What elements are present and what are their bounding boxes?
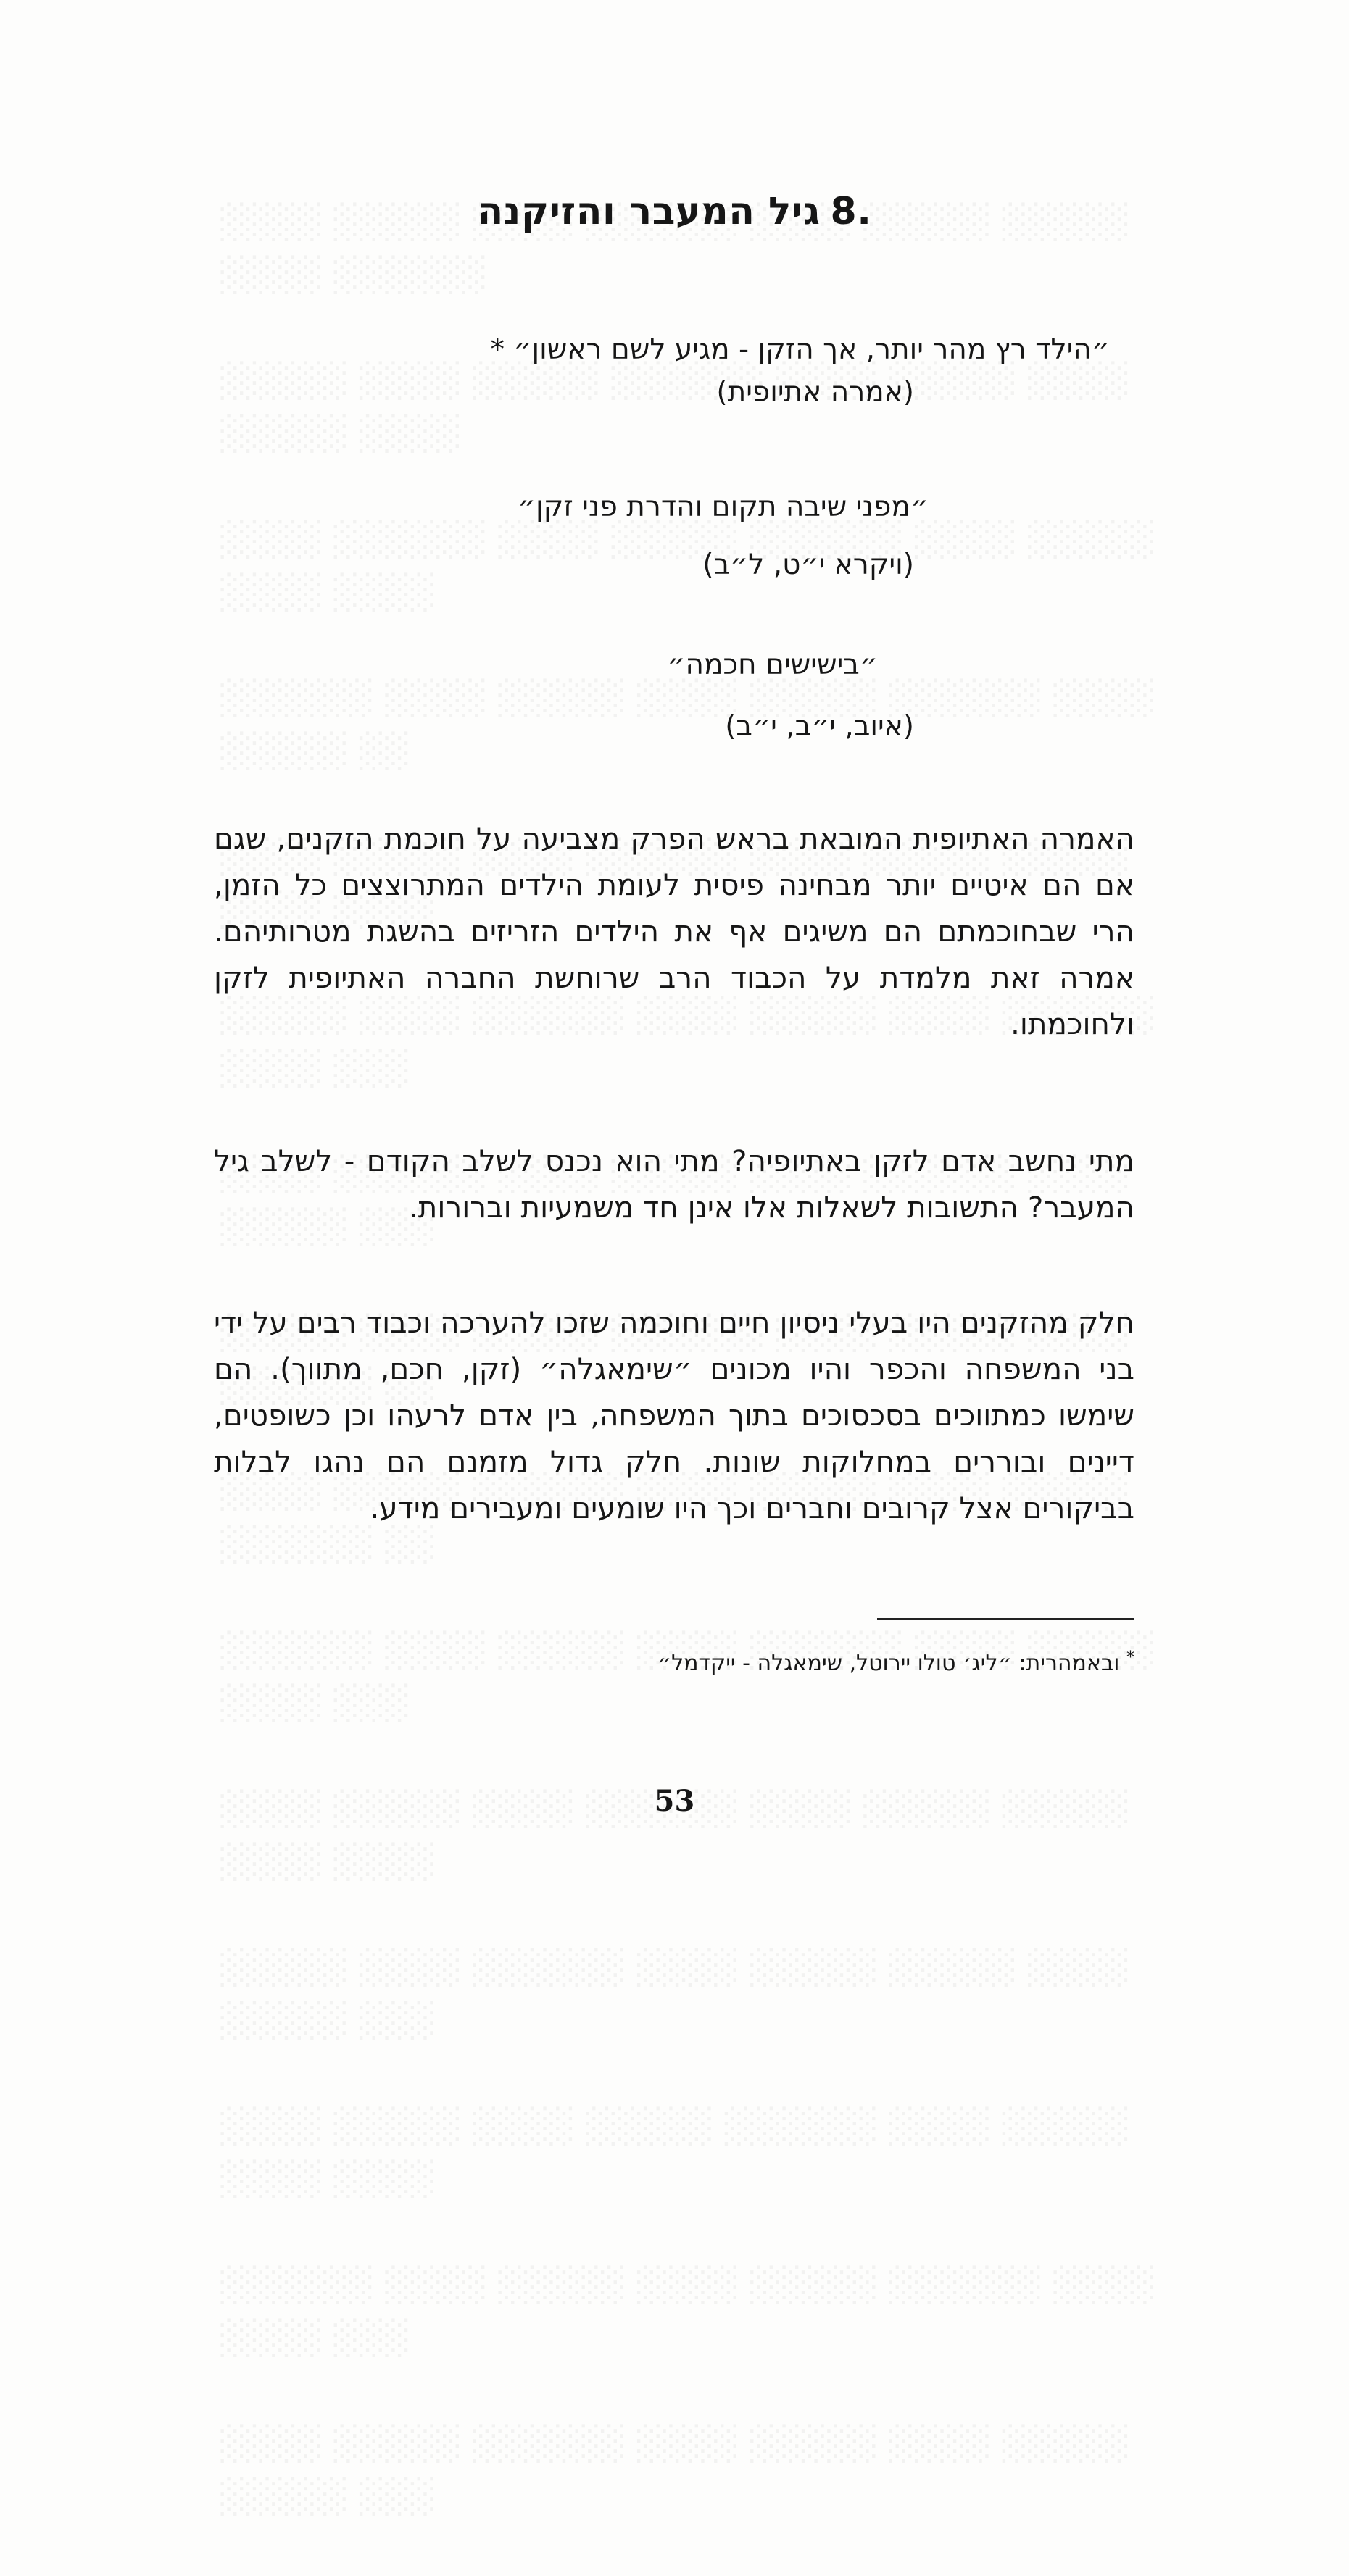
body-paragraph: חלק מהזקנים היו בעלי ניסיון חיים וחוכמה שזכו להערכה וכבוד רבים על ידי בני המשפחה והכפר והיו מכונים ״שימאגלה״ (זקן, חכם, מתווך). הם שימשו כמתווכים בסכסוכים בתוך המשפחה, בין אדם לרעהו וכן כשופטים, דיינים ובוררים במחלוקות שונות. חלק גדול מזמנם הם נהגו לבלות בביקורים אצל קרובים וחברים וכך היו שומעים ומעבירים מידע. [214,1305,1134,1525]
epigraph-source: (ויקרא י״ט, ל״ב) [702,549,914,581]
footnote-text: ובאמהרית: ״ליג׳ טולו יירוטל, שימאגלה - ייקדמל״ [657,1651,1120,1676]
chapter-number: 8. [830,190,872,233]
body-paragraph: האמרה האתיופית המובאת בראש הפרק מצביעה על חוכמת הזקנים, שגם אם הם איטיים יותר מבחינה פיסית לעומת הילדים המתרוצצים כל הזמן, הרי שבחוכמתם הם משיגים אף את הילדים הזריזים בהשגת מטרותיהם. אמרה זאת מלמדת על הכבוד הרב שרוחשת החברה האתיופית לזקן ולחוכמתו. [214,821,1134,1041]
footnote-divider [877,1618,1134,1620]
epigraph-quote: ״בישישים חכמה״ [667,649,878,681]
footnote-marker: * [1126,1648,1134,1667]
epigraph-source: (איוב, י״ב, י״ב) [725,710,914,743]
footnote [657,1643,1134,1678]
chapter-heading [0,190,1349,233]
epigraph-quote: ״מפני שיבה תקום והדרת פני זקן״ [517,491,929,523]
chapter-title: גיל המעבר והזיקנה [477,190,821,233]
page-number: 53 [654,1784,695,1818]
body-paragraph: מתי נחשב אדם לזקן באתיופיה? מתי הוא נכנס לשלב הקודם - לשלב גיל המעבר? התשובות לשאלות אלו אינן חד משמעיות וברורות. [214,1143,1134,1225]
epigraph-source: (אמרה אתיופית) [716,376,914,409]
epigraph-quote: ״הילד רץ מהר יותר, אך הזקן - מגיע לשם ראשון״ * [490,333,1110,366]
